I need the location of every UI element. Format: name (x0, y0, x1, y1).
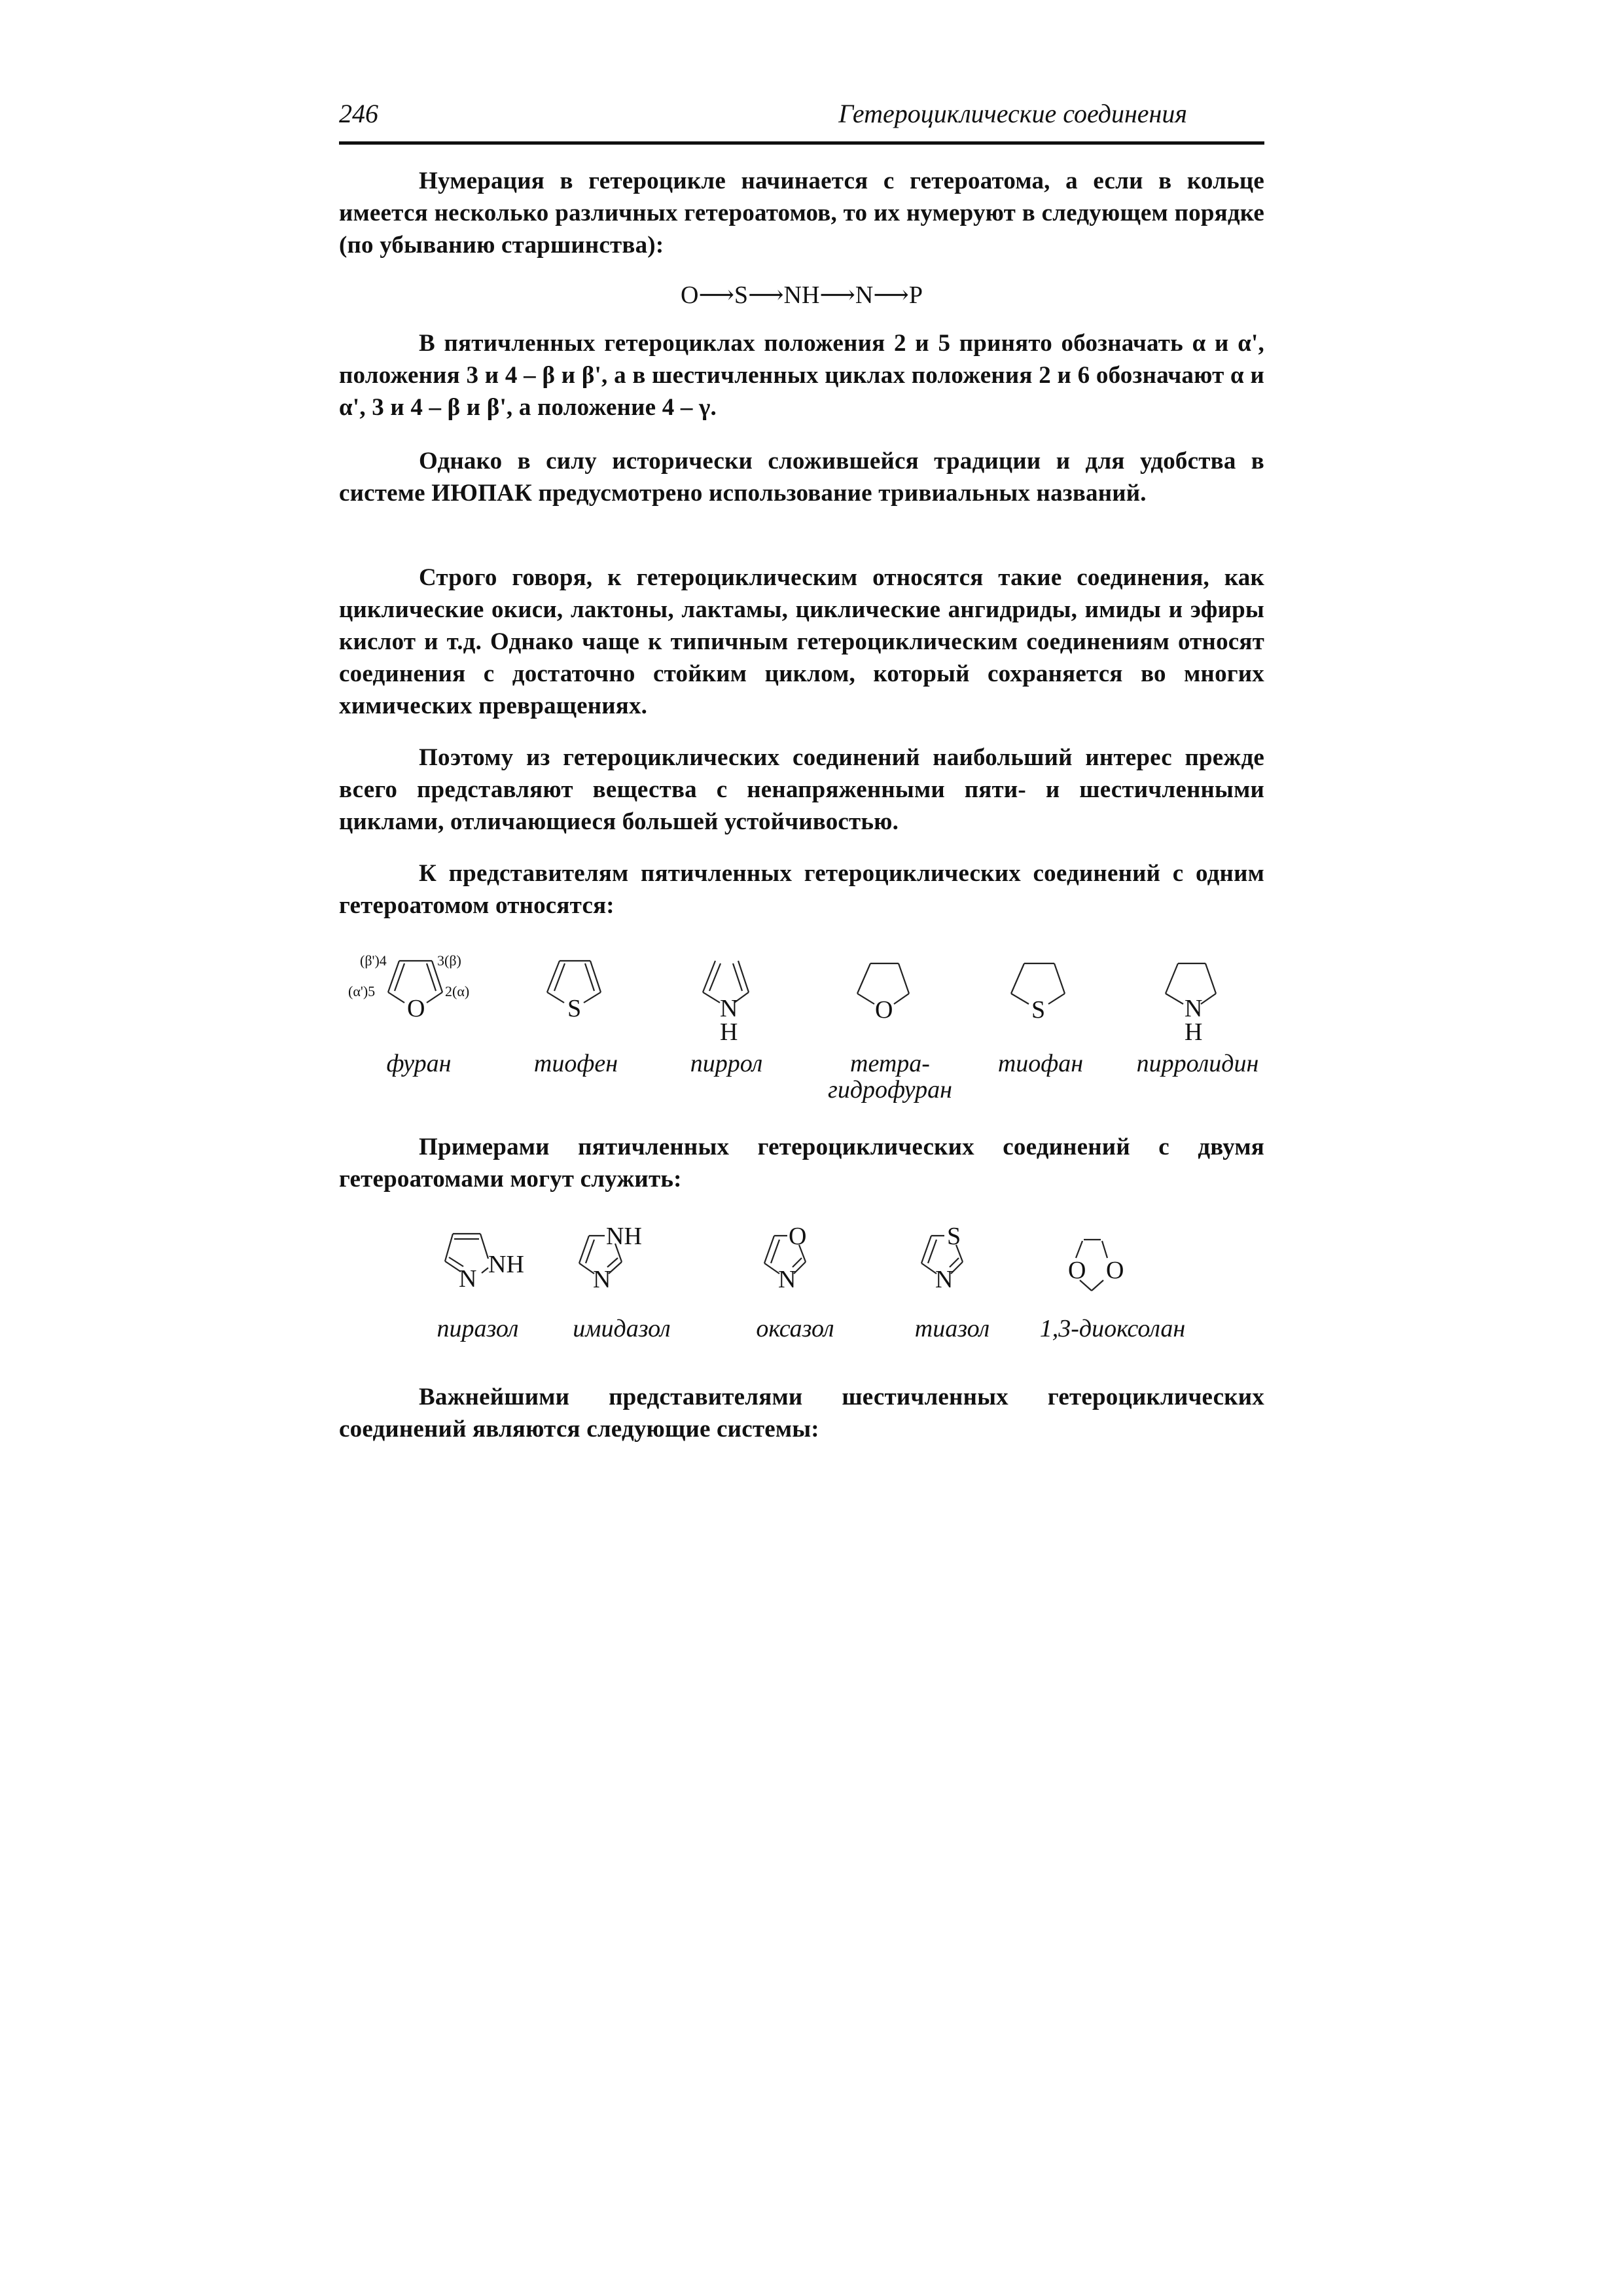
paragraph-positions (339, 327, 1264, 423)
structure-pyrazole (445, 1234, 563, 1306)
paragraph-strictly (339, 562, 1264, 722)
seniority-order: O⟶S⟶NH⟶N⟶P (681, 281, 923, 309)
atom-label: S (947, 1223, 961, 1250)
structure-thiophene (537, 949, 615, 1041)
atom-label: NH (606, 1223, 642, 1250)
header-rule (339, 141, 1264, 145)
atom-label: N (459, 1265, 477, 1293)
paragraph-six-membered (339, 1381, 1264, 1445)
atom-label: O (407, 995, 425, 1022)
atom-label: S (1031, 996, 1046, 1024)
paragraph-iupac (339, 445, 1264, 509)
paragraph-text: В пятичленных гетероциклах положения 2 и 5 принято обозначать α и α', положения 3 и 4 – β и β', а в шестичленных циклах положения 2 и 6 обозначают α и α', 3 и 4 – β и β', а положение 4 – γ. (339, 330, 1264, 421)
compound-name: 1,3-диоксолан (1039, 1315, 1186, 1342)
compound-name: тиофен (533, 1050, 618, 1077)
paragraph-text: Однако в силу исторически сложившейся традиции и для удобства в системе ИЮПАК предусмотрено использование тривиальных названий. (339, 448, 1264, 507)
atom-label: N (720, 995, 738, 1022)
structure-tetrahydrofuran (851, 949, 929, 1041)
atom-label: S (567, 995, 582, 1022)
compound-name: тиофан (997, 1050, 1084, 1077)
compound-name: пирролидин (1136, 1050, 1259, 1077)
position-label: 3(β) (437, 952, 461, 969)
atom-label: O (789, 1223, 807, 1250)
compound-name-continued: гидрофуран (828, 1076, 952, 1103)
running-title: Гетероциклические соединения (838, 99, 1187, 128)
compound-name: имидазол (573, 1315, 671, 1342)
paragraph-text: Важнейшими представителями шестичленных гетероциклических соединений являются следующие системы: (339, 1384, 1264, 1443)
tetrahydrofuran-ring (851, 949, 929, 1041)
compound-name: тетра- (850, 1050, 930, 1077)
structure-furan (347, 949, 504, 1041)
compound-name: тиазол (914, 1315, 990, 1342)
atom-label: N (593, 1266, 611, 1293)
structure-oxazole (762, 1223, 841, 1309)
atom-label: N (935, 1266, 954, 1293)
hydrogen-label: H (1185, 1018, 1203, 1046)
compound-name: пиразол (437, 1315, 519, 1342)
atom-label: N (778, 1266, 796, 1293)
position-label: 2(α) (445, 983, 470, 999)
structure-pyrrole (694, 949, 772, 1047)
atom-label: N (1185, 995, 1203, 1022)
paragraph-two-heteroatoms (339, 1131, 1264, 1195)
position-label: (α')5 (348, 983, 376, 999)
position-label: (β')4 (360, 952, 387, 969)
structure-imidazole (576, 1223, 694, 1309)
paragraph-therefore (339, 742, 1264, 838)
paragraph-text: Примерами пятичленных гетероциклических соединений с двумя гетероатомами могут служить: (339, 1134, 1264, 1193)
hydrogen-label: H (720, 1018, 738, 1046)
page-number: 246 (339, 99, 378, 128)
structure-thiophane (1008, 949, 1086, 1041)
structure-dioxolane (1060, 1244, 1152, 1316)
atom-label: NH (488, 1251, 524, 1278)
structure-thiazole (919, 1223, 998, 1309)
paragraph-text: Нумерация в гетероцикле начинается с гетероатома, а если в кольце имеется несколько различных гетероатомов, то их нумеруют в следующем порядке (по убыванию старшинства): (339, 168, 1264, 259)
atom-label: O (875, 996, 893, 1024)
paragraph-one-heteroatom (339, 857, 1264, 922)
structure-pyrrolidine (1162, 949, 1240, 1047)
thiophane-ring (1008, 949, 1086, 1041)
paragraph-text: К представителям пятичленных гетероциклических соединений с одним гетероатомом относятся: (339, 860, 1264, 919)
paragraph-text: Строго говоря, к гетероциклическим относятся такие соединения, как циклические окиси, лактоны, лактамы, циклические ангидриды, имиды и эфиры кислот и т.д. Однако чаще к типичным гетероциклическим соединениям относят соединения с достаточно стойким циклом, который сохраняется во многих химических превращениях. (339, 564, 1264, 719)
compound-name: пиррол (690, 1050, 763, 1077)
atom-label: O (1068, 1257, 1086, 1284)
compound-name: фуран (386, 1050, 452, 1077)
page-header (339, 98, 1264, 144)
paragraph-numbering (339, 165, 1264, 261)
compound-name: оксазол (756, 1315, 834, 1342)
atom-label: O (1106, 1257, 1124, 1284)
paragraph-text: Поэтому из гетероциклических соединений наибольший интерес прежде всего представляют вещества с ненапряженными пяти- и шестичленными циклами, отличающиеся большей устойчивостью. (339, 744, 1264, 835)
